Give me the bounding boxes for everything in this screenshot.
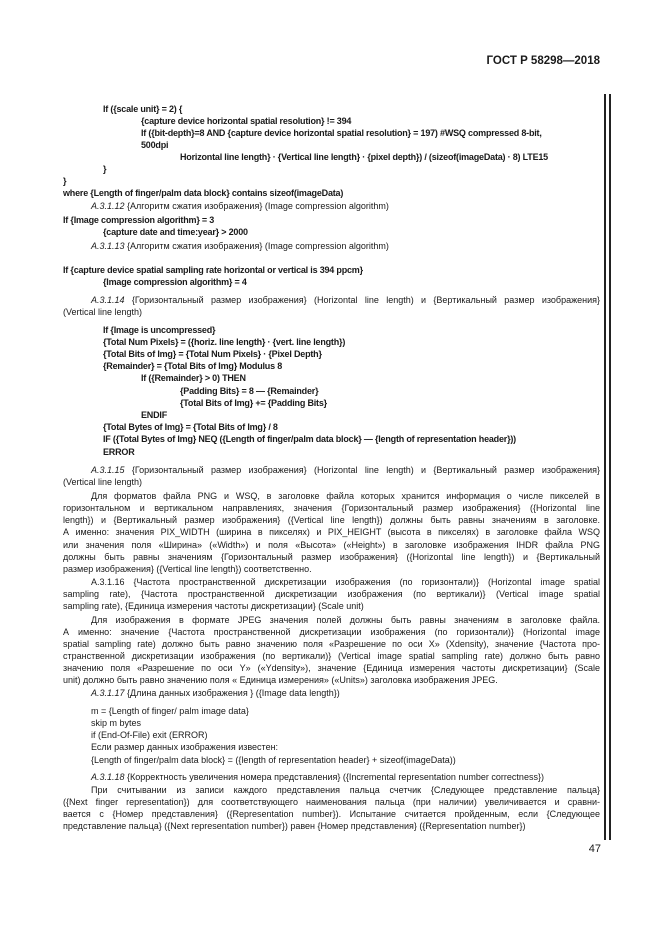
section-title: {Горизонтальный размер изображения} (Horizontal line length) и {Вертикальный размер изображения} <box>131 295 600 305</box>
paragraph-line: или значения поля «Ширина» («Width») и поля «Высота» («Height») в заголовке изображения IHDR файла PNG <box>63 540 600 550</box>
section-number: А.3.1.15 <box>91 465 125 475</box>
paragraph-line: А именно: значения PIX_WIDTH (ширина в пикселях) и PIX_HEIGHT (высота в пикселях) в заголовке файла WSQ <box>63 527 600 537</box>
paragraph-line <box>91 772 544 783</box>
paragraph-line: (Vertical line length) <box>63 307 143 317</box>
code-line: IF ({Total Bytes of Img} NEQ ({Length of finger/palm data block} — {length of representation header})) <box>103 434 516 444</box>
section-title: {Длина данных изображения } ({Image data length}) <box>127 688 340 698</box>
revision-bar-2 <box>609 94 611 840</box>
paragraph-line: А.3.1.16 {Частота пространственной дискретизации изображения (по горизонтали)} (Horizontal image spatial <box>91 577 600 587</box>
code-line: {Total Num Pixels} = ({horiz. line length} · {vert. line length}) <box>103 337 346 347</box>
code-line: skip m bytes <box>91 718 142 728</box>
paragraph-line: При считывании из записи каждого представления пальца счетчик {Следующее представление пальца} <box>91 785 600 795</box>
section-number: А.3.1.18 <box>91 772 125 782</box>
paragraph-line: sampling rate), {Частота пространственной дискретизации изображения (по вертикали)} (Vertical image spatial <box>63 589 600 599</box>
paragraph-line: Для форматов файла PNG и WSQ, в заголовке файла которых хранится информация о числе пикселей в <box>91 491 600 501</box>
paragraph-line: length}) и {Вертикальный размер изображения} ({Vertical line length}) должны быть равны значениям в заголовке. <box>63 515 600 525</box>
code-line: If ({bit-depth}=8 AND {capture device horizontal spatial resolution} = 197) #WSQ compressed 8-bit, <box>141 128 542 138</box>
paragraph-line: вается с {Номер представления} ({Representation number}). Испытание считается пройденным, если {Следующее <box>63 809 600 819</box>
code-line: {capture device horizontal spatial resolution} != 394 <box>141 116 352 126</box>
section-title: {Алгоритм сжатия изображения} (Image compression algorithm) <box>127 201 389 211</box>
section-title: {Алгоритм сжатия изображения} (Image compression algorithm) <box>127 241 389 251</box>
code-line: {capture date and time:year} > 2000 <box>103 227 248 237</box>
section-title: {Горизонтальный размер изображения} (Horizontal line length) и {Вертикальный размер изображения} <box>131 465 600 475</box>
paragraph-line: (Vertical line length) <box>63 477 143 487</box>
paragraph-line: Для изображения в формате JPEG значения полей должны быть равны значениям в заголовке файла. <box>91 615 600 625</box>
code-line: {Length of finger/palm data block} = ({length of representation header} + sizeof(imageData)) <box>91 755 456 765</box>
code-line: If {capture device spatial sampling rate horizontal or vertical is 394 ppcm} <box>63 265 363 275</box>
paragraph-line: горизонтальном и вертикальном направлениях, значения {Горизонтальный размер изображения} ({Horizontal line <box>63 503 600 513</box>
code-line: ERROR <box>103 447 135 457</box>
code-line: If {Image is uncompressed} <box>103 325 216 335</box>
code-line: If ({scale unit} = 2) { <box>103 104 183 114</box>
revision-bar <box>604 94 606 840</box>
paragraph-line <box>91 241 389 252</box>
section-number: А.3.1.17 <box>91 688 125 698</box>
code-line: m = {Length of finger/ palm image data} <box>91 706 249 716</box>
code-line: {Total Bytes of Img} = {Total Bits of Img} / 8 <box>103 422 278 432</box>
paragraph-line: странственной дискретизации изображения (по вертикали)} (Vertical image spatial sampling rate) должно быть равно <box>63 651 600 661</box>
paragraph-line: представление пальца} ({Next representation number}) равен {Номер представления} ({Representation number}) <box>63 821 526 831</box>
paragraph-line: spatial sampling rate) должно быть равно значению поля «Разрешение по оси X» (Xdensity), значение {Частота про- <box>63 639 600 649</box>
code-line: if (End-Of-File) exit (ERROR) <box>91 730 208 740</box>
code-line: {Total Bits of Img} += {Padding Bits} <box>180 398 327 408</box>
code-line: {Image compression algorithm} = 4 <box>103 277 247 287</box>
code-line: {Total Bits of Img} = {Total Num Pixels} · {Pixel Depth} <box>103 349 322 359</box>
paragraph-line: должны быть равны значениям {Горизонтальный размер изображения} ({Horizontal line length}) и {Вертикальный <box>63 552 600 562</box>
paragraph-line: значению поля «Разрешение по оси Y» («Ydensity»), значение {Единица измерения частоты дискретизации} (Scale <box>63 663 600 673</box>
section-number: А.3.1.12 <box>91 201 125 211</box>
section-number: А.3.1.14 <box>91 295 125 305</box>
paragraph-line: unit) должно быть равно значению поля « Единица измерения» («Units») заголовка изображения JPEG. <box>63 675 498 685</box>
paragraph-line <box>91 295 600 306</box>
paragraph-line <box>91 201 389 212</box>
code-line: } <box>63 176 67 186</box>
page-number: 47 <box>588 843 601 855</box>
paragraph-line: ({Next finger representation}) для соответствующего наименования пальца (при наличии) увеличивается и сравни- <box>63 797 600 807</box>
paragraph-line: sampling rate), {Единица измерения частоты дискретизации} (Scale unit) <box>63 601 364 611</box>
document-header: ГОСТ Р 58298—2018 <box>486 55 600 67</box>
code-line: 500dpi <box>141 140 169 150</box>
code-line: Horizontal line length} · {Vertical line length} · {pixel depth}) / (sizeof(imageData) · 8) LTE15 <box>180 152 548 162</box>
section-number: А.3.1.13 <box>91 241 125 251</box>
section-title: {Корректность увеличения номера представления} ({Incremental representation number correctness}) <box>127 772 544 782</box>
code-line: {Padding Bits} = 8 — {Remainder} <box>180 386 319 396</box>
code-line: ENDIF <box>141 410 168 420</box>
code-line: {Remainder} = {Total Bits of Img} Modulus 8 <box>103 361 283 371</box>
paragraph-line <box>91 688 340 699</box>
code-line: where {Length of finger/palm data block} contains sizeof(imageData) <box>63 188 344 198</box>
paragraph-line <box>91 465 600 476</box>
code-line: Если размер данных изображения известен: <box>91 742 279 752</box>
code-line: If {Image compression algorithm} = 3 <box>63 215 215 225</box>
paragraph-line: размер изображения} ({Vertical line length}) соответственно. <box>63 564 312 574</box>
code-line: } <box>103 164 107 174</box>
code-line: If ({Remainder} > 0) THEN <box>141 373 246 383</box>
paragraph-line: А именно: значение {Частота пространственной дискретизации изображения (по горизонтали)} (Horizontal image <box>63 627 600 637</box>
